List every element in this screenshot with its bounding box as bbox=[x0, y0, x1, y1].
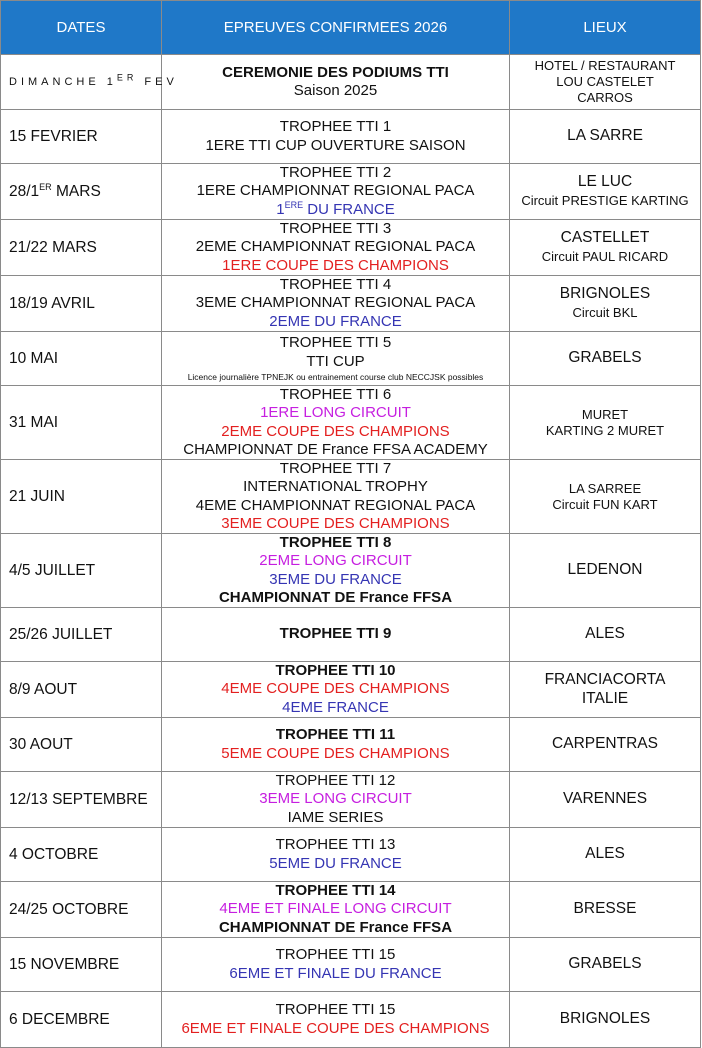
date-superscript: ER bbox=[116, 72, 138, 83]
event-cell bbox=[162, 164, 510, 220]
date-text: 21/22 MARS bbox=[9, 238, 97, 256]
place-line: CARROS bbox=[577, 90, 633, 105]
date-cell bbox=[1, 608, 162, 662]
table-row bbox=[1, 164, 701, 220]
event-cell bbox=[162, 772, 510, 828]
date-text: 15 FEVRIER bbox=[9, 127, 98, 145]
event-line: TROPHEE TTI 5 bbox=[279, 334, 392, 352]
table-row bbox=[1, 220, 701, 276]
place-line: Circuit FUN KART bbox=[552, 496, 658, 512]
place-line: Circuit PRESTIGE KARTING bbox=[521, 192, 689, 208]
table-row bbox=[1, 332, 701, 386]
place-line: LE LUC bbox=[577, 173, 633, 190]
date-cell bbox=[1, 662, 162, 718]
date-cell bbox=[1, 386, 162, 460]
date-cell bbox=[1, 276, 162, 332]
event-cell bbox=[162, 534, 510, 608]
event-line: CHAMPIONNAT DE France FFSA bbox=[218, 918, 453, 936]
place-cell bbox=[510, 938, 701, 992]
event-line: 4EME FRANCE bbox=[282, 698, 389, 716]
place-cell bbox=[510, 164, 701, 220]
event-line: TROPHEE TTI 10 bbox=[275, 662, 396, 680]
place-line: Circuit BKL bbox=[572, 304, 638, 320]
place-line: CARPENTRAS bbox=[552, 735, 658, 753]
place-cell bbox=[510, 882, 701, 938]
event-line: Saison 2025 bbox=[293, 82, 378, 99]
table-row bbox=[1, 718, 701, 772]
event-line: 1ERE COUPE DES CHAMPIONS bbox=[222, 256, 449, 274]
event-line: TROPHEE TTI 15 bbox=[275, 946, 396, 964]
event-line: 4EME ET FINALE LONG CIRCUIT bbox=[219, 900, 452, 918]
place-line: BRIGNOLES bbox=[559, 285, 651, 302]
place-line: ALES bbox=[585, 625, 625, 643]
event-line: IAME SERIES bbox=[287, 808, 384, 826]
date-cell bbox=[1, 882, 162, 938]
event-line: Licence journalière TPNEJK ou entrainement course club NECCJSK possibles bbox=[187, 371, 484, 382]
place-cell bbox=[510, 386, 701, 460]
event-line: 2EME CHAMPIONNAT REGIONAL PACA bbox=[195, 238, 476, 256]
date-text: 15 NOVEMBRE bbox=[9, 955, 120, 973]
place-line: VARENNES bbox=[562, 790, 648, 808]
date-cell bbox=[1, 110, 162, 164]
table-row bbox=[1, 460, 701, 534]
place-line: MURET bbox=[581, 406, 629, 422]
event-line: TROPHEE TTI 9 bbox=[279, 625, 392, 643]
event-line: TROPHEE TTI 8 bbox=[279, 534, 392, 552]
event-line: TROPHEE TTI 3 bbox=[279, 220, 392, 238]
event-cell bbox=[162, 460, 510, 534]
date-text: 6 DECEMBRE bbox=[9, 1010, 110, 1028]
place-line: LOU CASTELET bbox=[556, 74, 654, 89]
date-text: 28/1 bbox=[9, 182, 40, 200]
event-line: 6EME ET FINALE COUPE DES CHAMPIONS bbox=[181, 1019, 490, 1037]
event-line: 5EME DU FRANCE bbox=[269, 854, 402, 872]
table-row bbox=[1, 55, 701, 110]
place-line: CASTELLET bbox=[560, 229, 650, 246]
place-cell bbox=[510, 55, 701, 110]
event-cell bbox=[162, 828, 510, 882]
place-line: FRANCIACORTA bbox=[544, 671, 666, 688]
place-line: KARTING 2 MURET bbox=[545, 422, 665, 438]
place-line: HOTEL / RESTAURANT bbox=[534, 58, 676, 73]
event-line: 4EME CHAMPIONNAT REGIONAL PACA bbox=[195, 496, 476, 514]
date-cell bbox=[1, 55, 178, 110]
event-line: 1ERE LONG CIRCUIT bbox=[260, 404, 411, 422]
place-cell bbox=[510, 534, 701, 608]
event-cell bbox=[162, 882, 510, 938]
date-cell bbox=[1, 332, 162, 386]
event-line: 1ERE DU FRANCE bbox=[276, 199, 395, 218]
event-line: TROPHEE TTI 1 bbox=[279, 118, 392, 136]
date-cell bbox=[1, 220, 162, 276]
date-text: 4 OCTOBRE bbox=[9, 845, 99, 863]
date-cell bbox=[1, 992, 162, 1048]
date-text: 12/13 SEPTEMBRE bbox=[9, 790, 148, 808]
date-text: 21 JUIN bbox=[9, 487, 65, 505]
table-row bbox=[1, 110, 701, 164]
place-line: LA SARREE bbox=[568, 480, 642, 496]
event-line: 3EME CHAMPIONNAT REGIONAL PACA bbox=[195, 294, 476, 312]
date-cell bbox=[1, 828, 162, 882]
date-text: 30 AOUT bbox=[9, 735, 73, 753]
event-line: 3EME COUPE DES CHAMPIONS bbox=[221, 514, 450, 532]
table-row bbox=[1, 828, 701, 882]
event-line: CHAMPIONNAT DE France FFSA bbox=[218, 588, 453, 606]
date-text: 25/26 JUILLET bbox=[9, 625, 113, 643]
table-row bbox=[1, 276, 701, 332]
place-cell bbox=[510, 220, 701, 276]
place-line: LEDENON bbox=[567, 561, 643, 579]
event-line: TROPHEE TTI 13 bbox=[275, 836, 396, 854]
event-cell bbox=[162, 938, 510, 992]
event-cell bbox=[162, 220, 510, 276]
date-text: DIMANCHE 1 bbox=[9, 76, 117, 88]
event-superscript: ERE bbox=[284, 199, 304, 210]
date-text-suffix: FEV bbox=[137, 76, 178, 88]
date-text: 24/25 OCTOBRE bbox=[9, 900, 129, 918]
table-row bbox=[1, 992, 701, 1048]
date-cell bbox=[1, 460, 162, 534]
event-line: TROPHEE TTI 11 bbox=[275, 726, 396, 744]
event-line: TROPHEE TTI 7 bbox=[279, 460, 392, 478]
table-row bbox=[1, 608, 701, 662]
event-cell bbox=[162, 992, 510, 1048]
place-cell bbox=[510, 662, 701, 718]
event-line: TROPHEE TTI 14 bbox=[275, 882, 396, 900]
event-line: 1ERE CHAMPIONNAT REGIONAL PACA bbox=[196, 182, 475, 200]
header-dates: DATES bbox=[1, 1, 162, 55]
date-text: 10 MAI bbox=[9, 349, 59, 367]
table-row bbox=[1, 534, 701, 608]
place-line: Circuit PAUL RICARD bbox=[541, 248, 669, 264]
place-cell bbox=[510, 460, 701, 534]
event-line: 2EME COUPE DES CHAMPIONS bbox=[221, 422, 450, 440]
event-line: 5EME COUPE DES CHAMPIONS bbox=[221, 744, 450, 762]
date-text: 31 MAI bbox=[9, 413, 59, 431]
event-line: TROPHEE TTI 2 bbox=[279, 164, 392, 182]
place-line: GRABELS bbox=[568, 349, 642, 367]
date-text: 8/9 AOUT bbox=[9, 680, 78, 698]
table-row bbox=[1, 772, 701, 828]
header-events: EPREUVES CONFIRMEES 2026 bbox=[162, 1, 510, 55]
event-cell bbox=[162, 55, 510, 110]
place-line: ITALIE bbox=[581, 689, 629, 707]
header-places: LIEUX bbox=[510, 1, 701, 55]
event-line: 4EME COUPE DES CHAMPIONS bbox=[221, 680, 450, 698]
event-line: 3EME DU FRANCE bbox=[269, 570, 402, 588]
place-cell bbox=[510, 110, 701, 164]
event-line: INTERNATIONAL TROPHY bbox=[243, 478, 428, 496]
event-cell bbox=[162, 386, 510, 460]
date-cell bbox=[1, 938, 162, 992]
place-cell bbox=[510, 332, 701, 386]
date-cell bbox=[1, 164, 162, 220]
place-line: BRIGNOLES bbox=[559, 1010, 651, 1028]
event-line: 2EME DU FRANCE bbox=[269, 312, 402, 330]
event-cell bbox=[162, 718, 510, 772]
place-cell bbox=[510, 718, 701, 772]
place-cell bbox=[510, 608, 701, 662]
table-row bbox=[1, 662, 701, 718]
event-cell bbox=[162, 662, 510, 718]
event-line: CEREMONIE DES PODIUMS TTI bbox=[222, 63, 449, 81]
event-line: TROPHEE TTI 6 bbox=[279, 386, 392, 404]
place-line: LA SARRE bbox=[567, 127, 643, 145]
event-cell bbox=[162, 608, 510, 662]
event-line: 3EME LONG CIRCUIT bbox=[259, 790, 412, 808]
event-line: 6EME ET FINALE DU FRANCE bbox=[229, 964, 442, 982]
event-line: TROPHEE TTI 4 bbox=[279, 276, 392, 294]
event-line: 1ERE TTI CUP OUVERTURE SAISON bbox=[205, 136, 466, 154]
table-row bbox=[1, 938, 701, 992]
event-cell bbox=[162, 332, 510, 386]
place-line: ALES bbox=[585, 845, 625, 863]
event-cell bbox=[162, 110, 510, 164]
date-cell bbox=[1, 534, 162, 608]
place-line: BRESSE bbox=[573, 900, 637, 918]
event-line: TTI CUP bbox=[306, 352, 365, 370]
table-row bbox=[1, 882, 701, 938]
place-line: GRABELS bbox=[568, 955, 642, 973]
place-cell bbox=[510, 276, 701, 332]
event-line: TROPHEE TTI 15 bbox=[275, 1001, 396, 1019]
event-cell bbox=[162, 276, 510, 332]
place-cell bbox=[510, 828, 701, 882]
date-text: 18/19 AVRIL bbox=[9, 294, 95, 312]
place-cell bbox=[510, 772, 701, 828]
date-superscript: ER bbox=[39, 181, 52, 192]
event-line: 2EME LONG CIRCUIT bbox=[259, 552, 412, 570]
date-text: 4/5 JUILLET bbox=[9, 561, 96, 579]
event-line: CHAMPIONNAT DE France FFSA ACADEMY bbox=[183, 440, 488, 458]
date-cell bbox=[1, 718, 162, 772]
date-cell bbox=[1, 772, 162, 828]
place-cell bbox=[510, 992, 701, 1048]
date-text-suffix: MARS bbox=[51, 182, 101, 200]
table-row bbox=[1, 386, 701, 460]
header-row bbox=[1, 1, 701, 55]
event-line: TROPHEE TTI 12 bbox=[275, 772, 396, 790]
